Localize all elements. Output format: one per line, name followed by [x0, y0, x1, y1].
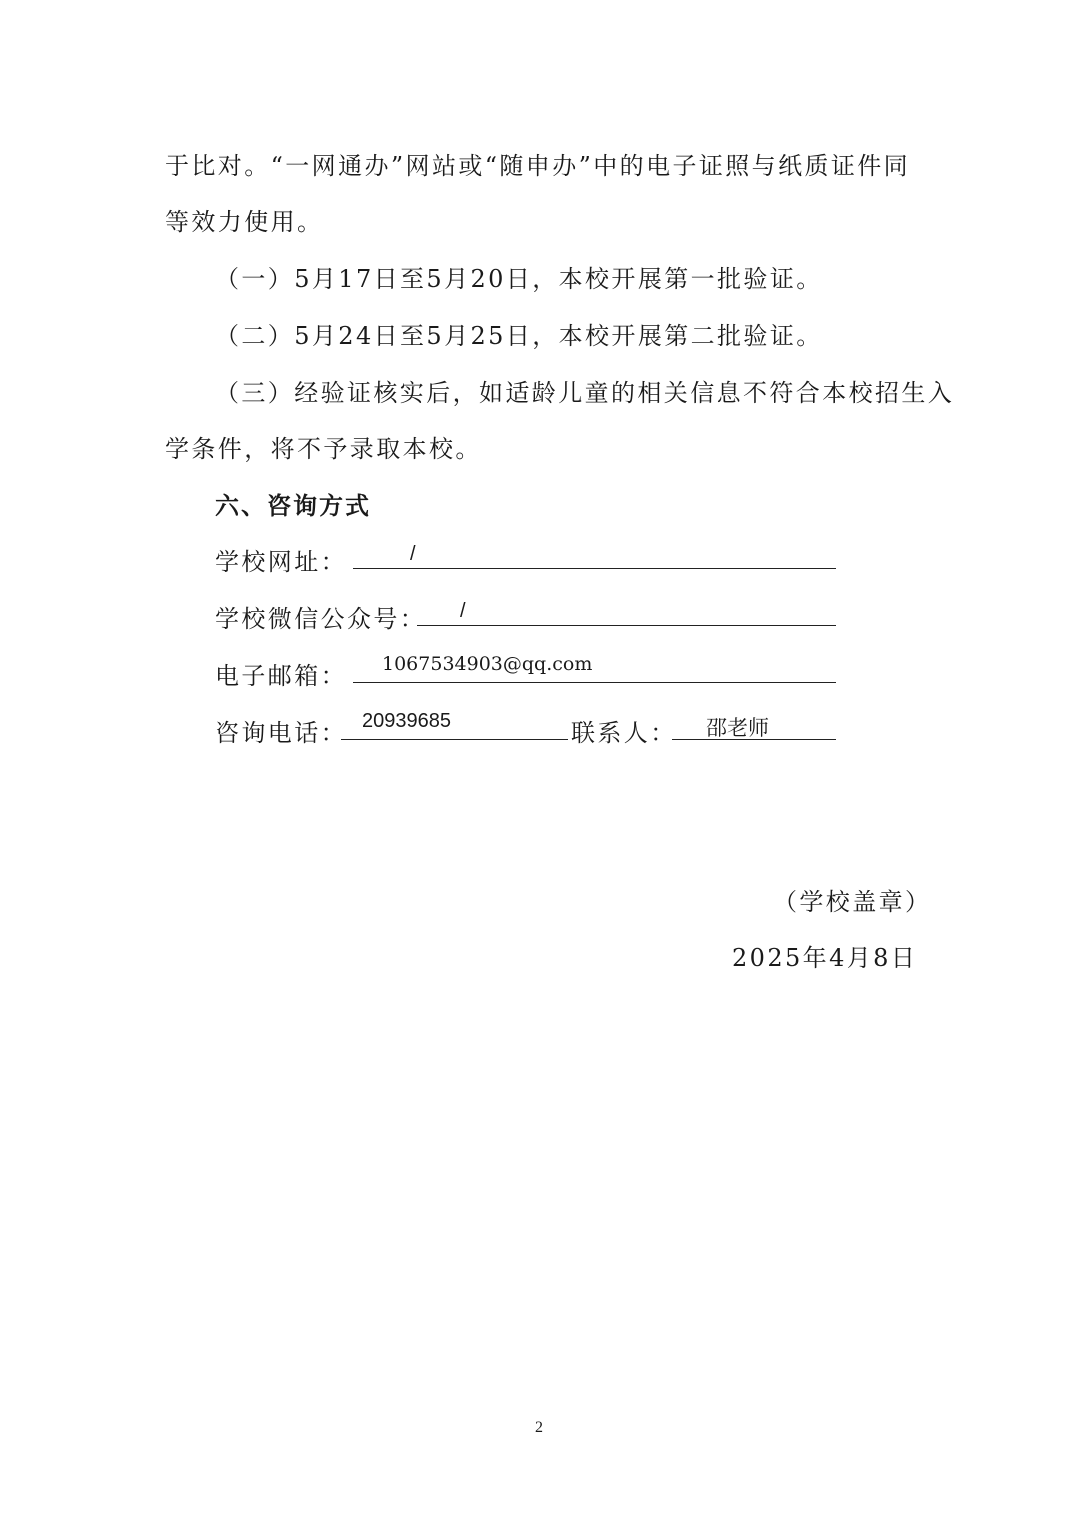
school-seal-text: （学校盖章）: [773, 888, 932, 916]
website-underline: [353, 542, 836, 569]
verification-item-3-line-2: 学条件，将不予录取本校。: [165, 435, 482, 463]
contact-section-heading: 六、咨询方式: [215, 492, 371, 520]
contact-person-value: 邵老师: [706, 716, 769, 740]
page-number: 2: [535, 1419, 543, 1436]
phone-value: 20939685: [362, 710, 451, 732]
email-value: 1067534903@qq.com: [382, 653, 593, 675]
paragraph-line-1: 于比对。“一网通办”网站或“随申办”中的电子证照与纸质证件同: [165, 152, 911, 180]
phone-label: 咨询电话：: [215, 719, 347, 747]
verification-item-2: （二）5月24日至5月25日，本校开展第二批验证。: [215, 322, 823, 350]
website-label: 学校网址：: [215, 548, 347, 576]
verification-item-3-line-1: （三）经验证核实后，如适龄儿童的相关信息不符合本校招生入: [215, 379, 955, 407]
wechat-value: /: [460, 600, 466, 622]
wechat-underline: [417, 599, 836, 626]
paragraph-line-2: 等效力使用。: [165, 208, 324, 236]
website-value: /: [410, 543, 416, 565]
document-date: 2025年4月8日: [732, 944, 918, 972]
email-label: 电子邮箱：: [215, 662, 347, 690]
contact-person-label: 联系人：: [571, 719, 677, 747]
verification-item-1: （一）5月17日至5月20日，本校开展第一批验证。: [215, 265, 823, 293]
wechat-label: 学校微信公众号：: [215, 605, 427, 633]
